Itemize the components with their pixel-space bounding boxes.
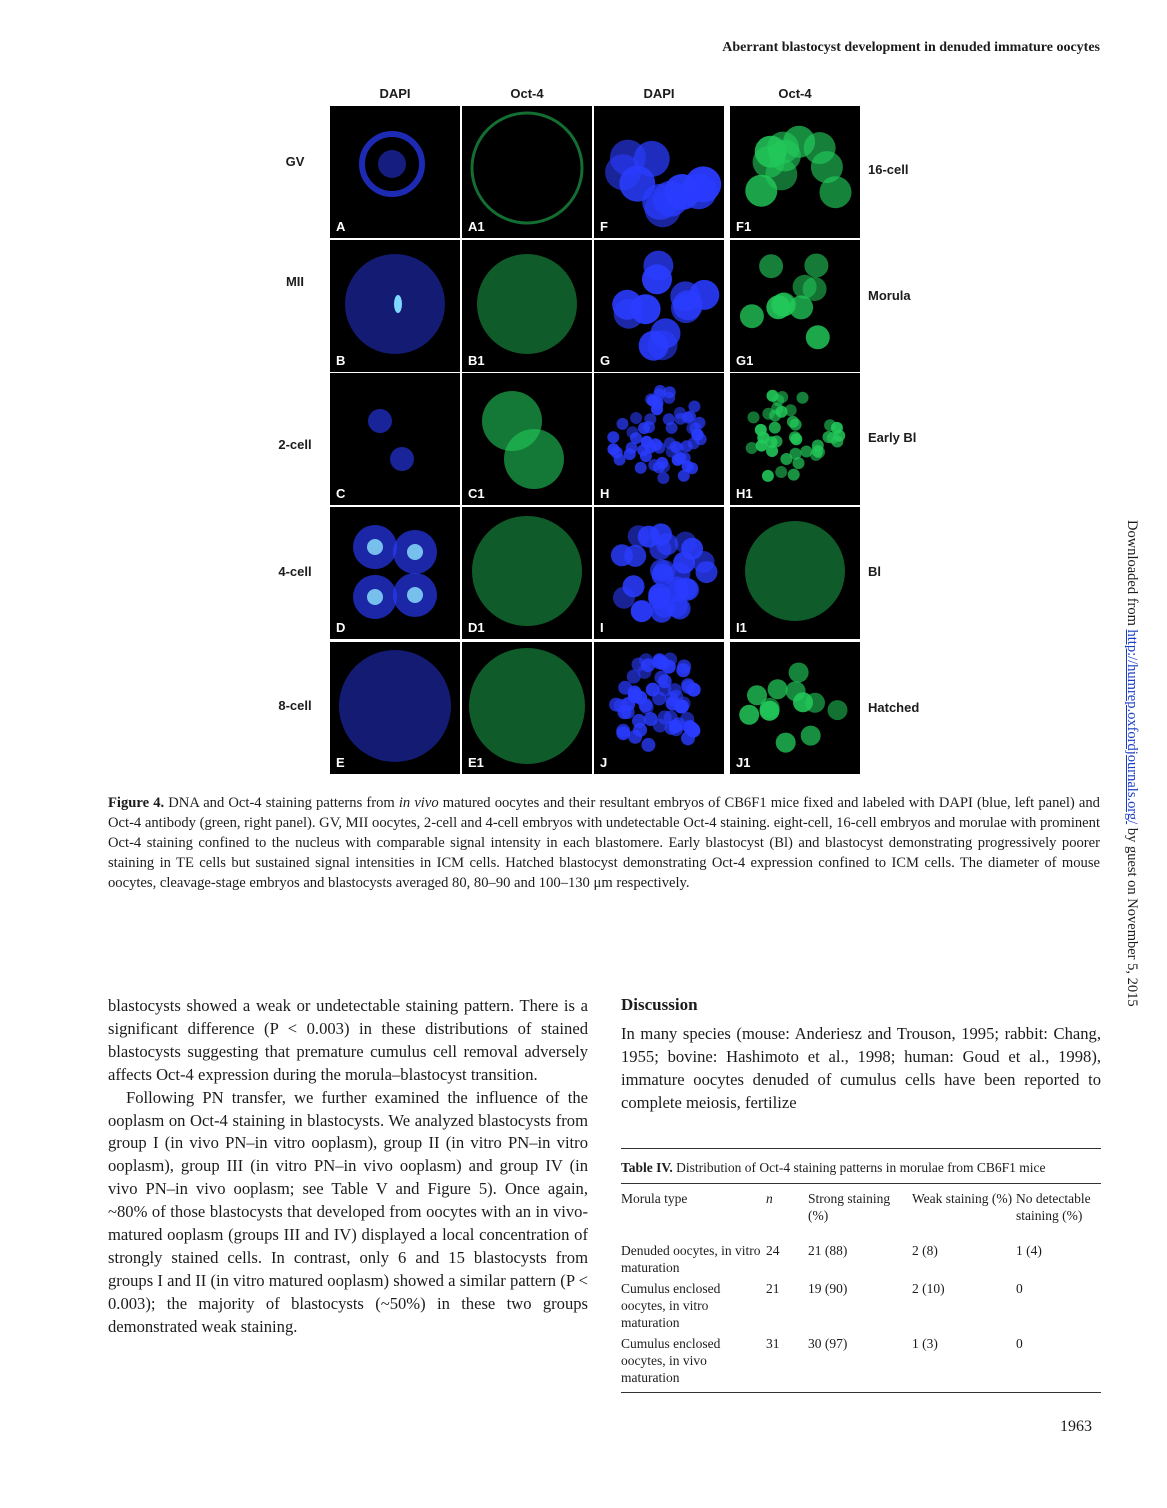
nucleus [653,442,665,454]
nucleus [804,254,828,278]
nucleus [739,705,759,725]
nucleus [789,431,801,443]
row-label-8cell: 8-cell [278,698,312,713]
nucleus [367,589,383,605]
panel-letter: I1 [736,620,747,635]
row-label-2cell: 2-cell [278,437,312,452]
nucleus [831,422,843,434]
nucleus [785,404,797,416]
nucleus [686,724,700,738]
table-4 [621,1148,1101,1393]
nucleus [631,600,653,622]
table-top-rule [621,1148,1101,1149]
nucleus [641,738,655,752]
left-column [108,995,588,1339]
table-cell: 21 [766,1281,780,1296]
nucleus [793,457,805,469]
micrograph-image [330,240,460,372]
micrograph-panel-a [330,106,460,238]
table-row [621,1333,1101,1388]
nucleus [610,140,646,176]
nucleus [630,432,642,444]
nucleus [635,462,647,474]
nucleus [617,418,629,430]
col-label-dapi-1: DAPI [379,86,411,101]
nucleus [775,466,787,478]
nucleus [673,290,703,320]
section-title-discussion: Discussion [621,995,698,1014]
table-title-text: Distribution of Oct-4 staining patterns in morulae from CB6F1 mice [672,1160,1046,1175]
download-prefix: Downloaded from [1124,520,1140,630]
micrograph-image [594,507,724,639]
nucleus [687,683,701,697]
embryo-disc [339,650,451,762]
caption-italic-a: in vivo [398,795,439,811]
table-header-morula-type: Morula type [621,1191,688,1206]
row-label-4cell: 4-cell [278,564,312,579]
nucleus [805,693,825,713]
table-row [621,1278,1101,1333]
micrograph-panel-g [594,240,724,372]
micrograph-panel-e [330,642,460,774]
micrograph-panel-d [330,507,460,639]
row-label-gv: GV [285,154,305,169]
nucleus [653,181,689,217]
left-paragraph-1: blastocysts showed a weak or undetectable staining pattern. There is a significant difference (P < 0.003) in these distributions of stained blastocysts suggesting that premature cumulus cell removal adversely affects Oct-4 expression during the morula–blastocyst transition. [108,996,588,1084]
nucleus [672,454,684,466]
table-cell: 1 (4) [1016,1243,1042,1258]
blastomere [368,409,392,433]
panel-letter: J1 [736,755,751,770]
embryo-disc [477,254,577,354]
row-label-bl: Bl [868,564,881,579]
micrograph-panel-i1 [730,507,860,639]
table-cell: 31 [766,1336,780,1351]
blastomere [390,447,414,471]
micrograph-panel-i [594,507,724,639]
nucleus [801,726,821,746]
nucleus [669,719,683,733]
table-cell: 21 (88) [808,1243,848,1258]
nucleus [646,683,660,697]
nucleus [631,294,661,324]
row-label-16cell: 16-cell [868,162,909,177]
table-label: Table IV. [621,1160,673,1175]
micrograph-panel-j1 [730,642,860,774]
micrograph-panel-j [594,642,724,774]
micrograph-panel-f1 [730,106,860,238]
panel-letter: J [600,755,608,770]
nucleus [759,254,783,278]
panel-letter: D [336,620,346,635]
panel-letter: H1 [736,486,753,501]
nucleus [367,539,383,555]
table-cell: 0 [1016,1281,1023,1296]
caption-text-b: matured oocytes and their resultant embryos of CB6F1 mice fixed and labeled with DAPI (blue, left panel) and Oct-4 antibody (green, right panel). GV, MII oocytes, 2-cell and 4-cell embryos with undetectable Oct-4 staining. eight-cell, 16-cell embryos and morulae with prominent Oct-4 staining confined to the nucleus with comparable signal intensity in each blastomere. Early blastocyst (Bl) and blastocyst demonstrating progressively poorer staining in TE cells but sustained signal intensities in ICM cells. Hatched blastocyst demonstrating Oct-4 expression confined to ICM cells. The diameter of mouse oocytes, cleavage-stage embryos and blastocysts averaged 80, 80–90 and 100–130 μm respectively. [108,795,1100,891]
nucleus [828,700,848,720]
panel-letter: D1 [468,620,485,635]
nucleus [627,670,641,684]
nucleus [776,733,796,753]
embryo-disc [469,648,585,764]
panel-letter: B [336,353,346,368]
nucleus [693,551,715,573]
nucleus [746,442,758,454]
caption-label: Figure 4. [108,795,165,811]
micrograph-image [594,240,724,372]
table-header-row [621,1184,1101,1232]
nucleus [790,419,802,431]
table-grid [621,1184,1101,1388]
table-cell: 0 [1016,1336,1023,1351]
nucleus [613,587,635,609]
table-cell: 19 (90) [808,1281,848,1296]
nucleus [616,724,630,738]
panel-letter: A [336,219,346,234]
micrograph-panel-g1 [730,240,860,372]
nucleus [607,431,619,443]
embryo-disc [472,516,582,626]
nucleus [654,385,666,397]
table-cell: Cumulus enclosed oocytes, in vitro maturation [621,1281,721,1330]
gv-nucleus [378,150,406,178]
panel-letter: I [600,620,604,635]
panel-letter: E [336,755,345,770]
nucleus [793,275,817,299]
table-body [621,1232,1101,1388]
nucleus [654,671,668,685]
nucleus [797,392,809,404]
panel-letter: E1 [468,755,484,770]
table-row [621,1232,1101,1278]
chromatin-spot [394,295,402,313]
nucleus [688,401,700,413]
nucleus [771,293,795,317]
nucleus [641,658,655,672]
nucleus [651,318,681,348]
nucleus [609,698,623,712]
table-cell: 2 (8) [912,1243,938,1258]
panel-letter: B1 [468,353,485,368]
panel-letter: F [600,219,608,234]
panel-letter: H [600,486,610,501]
micrograph-image [330,507,460,639]
row-label-early-bl: Early Bl [868,430,917,445]
micrograph-image [330,106,460,238]
page-number: 1963 [1060,1418,1092,1435]
table-cell: Cumulus enclosed oocytes, in vivo maturation [621,1336,721,1385]
table-bottom-rule [621,1392,1101,1393]
table-header-n: n [766,1191,773,1206]
panel-letter: G1 [736,353,754,368]
nucleus [768,679,788,699]
col-label-dapi-2: DAPI [643,86,675,101]
nucleus [740,304,764,328]
nucleus [633,691,647,705]
nucleus [640,450,652,462]
micrograph-panel-b1 [462,240,592,372]
nucleus [810,449,822,461]
row-label-morula: Morula [868,288,911,303]
panel-letter: G [600,353,611,368]
micrograph-panel-c1 [462,373,592,505]
caption-text-a: DNA and Oct-4 staining patterns from [164,795,399,811]
panel-letter: A1 [468,219,485,234]
journal-link[interactable]: http://humrep.oxfordjournals.org/ [1124,629,1140,825]
table-cell: 30 (97) [808,1336,848,1351]
nucleus [757,432,769,444]
nucleus [820,176,852,208]
nucleus [638,526,660,548]
table-header-none: No detectable staining (%) [1016,1191,1091,1223]
nucleus [762,470,774,482]
micrograph-panel-c [330,373,460,505]
figure-caption [108,793,1100,893]
nucleus [673,552,695,574]
nucleus [624,448,636,460]
nucleus [648,459,660,471]
figure-4 [270,80,920,780]
table-cell: Denuded oocytes, in vitro maturation [621,1243,761,1275]
right-column [621,1023,1101,1115]
nucleus [776,391,788,403]
micrograph-panel-a1 [462,106,592,238]
col-label-oct4-2: Oct-4 [778,86,812,101]
blastomere [504,429,564,489]
nucleus [614,454,626,466]
table-title [621,1159,1101,1177]
download-suffix: by guest on November 5, 2015 [1124,824,1140,1007]
right-paragraph-1: In many species (mouse: Anderiesz and Trouson, 1995; rabbit: Chang, 1955; bovine: Hashimoto et al., 1998; human: Goud et al., 1998), immature oocytes denuded of cumulus cells have been reported to complete meiosis, fertilize [621,1024,1101,1112]
nucleus [650,559,672,581]
running-title: Aberrant blastocyst development in denuded immature oocytes [722,40,1100,55]
nucleus [648,587,670,609]
micrograph-panel-h1 [730,373,860,505]
nucleus [789,663,809,683]
nucleus [407,544,423,560]
micrograph-panel-f [594,106,724,238]
nucleus [656,656,670,670]
nucleus [666,422,678,434]
micrograph-panel-b [330,240,460,372]
panel-letter: F1 [736,219,752,234]
micrograph-image [730,507,860,639]
nucleus [788,469,800,481]
nucleus [669,690,683,704]
zona-outline [472,113,582,223]
panel-letter: C1 [468,486,485,501]
nucleus [688,437,700,449]
table-header-weak: Weak staining (%) [912,1191,1013,1206]
micrograph-panel-h [594,373,724,505]
nucleus [678,470,690,482]
table-cell: 1 (3) [912,1336,938,1351]
nucleus [675,413,687,425]
panel-letter: C [336,486,346,501]
micrograph-image [594,642,724,774]
nucleus [831,436,843,448]
nucleus [657,472,669,484]
nucleus [786,681,806,701]
row-label-mii: MII [285,274,305,289]
nucleus [652,396,664,408]
micrograph-image [594,373,724,505]
nucleus [407,587,423,603]
micrograph-image [594,106,724,238]
table-cell: 24 [766,1243,780,1258]
micrograph-image [330,642,460,774]
left-paragraph-2: Following PN transfer, we further examined the influence of the ooplasm on Oct-4 staining in blastocysts. We analyzed blastocysts from group I (in vivo PN–in vitro ooplasm), group II (in vitro PN–in vitro ooplasm), group III (in vitro PN–in vivo ooplasm) and group IV (in vivo PN–in vivo ooplasm; see Table V and Figure 5). Once again, ~80% of those blastocysts that developed from oocytes with an in vivo-matured ooplasm (groups III and IV) displayed a local concentration of strongly stained cells. In contrast, only 6 and 15 blastocysts from groups I and II (in vitro matured ooplasm) showed a similar pattern (P < 0.003); the majority of blastocysts (~50%) in these two groups demonstrated weak staining. [108,1087,588,1336]
nucleus [689,422,701,434]
micrograph-panel-e1 [462,642,592,774]
row-label-hatched: Hatched [868,700,920,715]
nucleus [633,723,647,737]
nucleus [630,412,642,424]
nucleus [748,411,760,423]
nucleus [745,175,777,207]
micrograph-image [330,373,460,505]
nucleus [676,663,690,677]
nucleus [638,422,650,434]
micrograph-panel-d1 [462,507,592,639]
nucleus [769,422,781,434]
nucleus [747,685,767,705]
nucleus [642,264,672,294]
table-cell: 2 (10) [912,1281,945,1296]
col-label-oct4-1: Oct-4 [510,86,544,101]
table-header-strong: Strong staining (%) [808,1191,891,1223]
nucleus [806,325,830,349]
download-note [1110,520,1150,1020]
nucleus [611,544,633,566]
embryo-disc [745,521,845,621]
nucleus [804,132,836,164]
